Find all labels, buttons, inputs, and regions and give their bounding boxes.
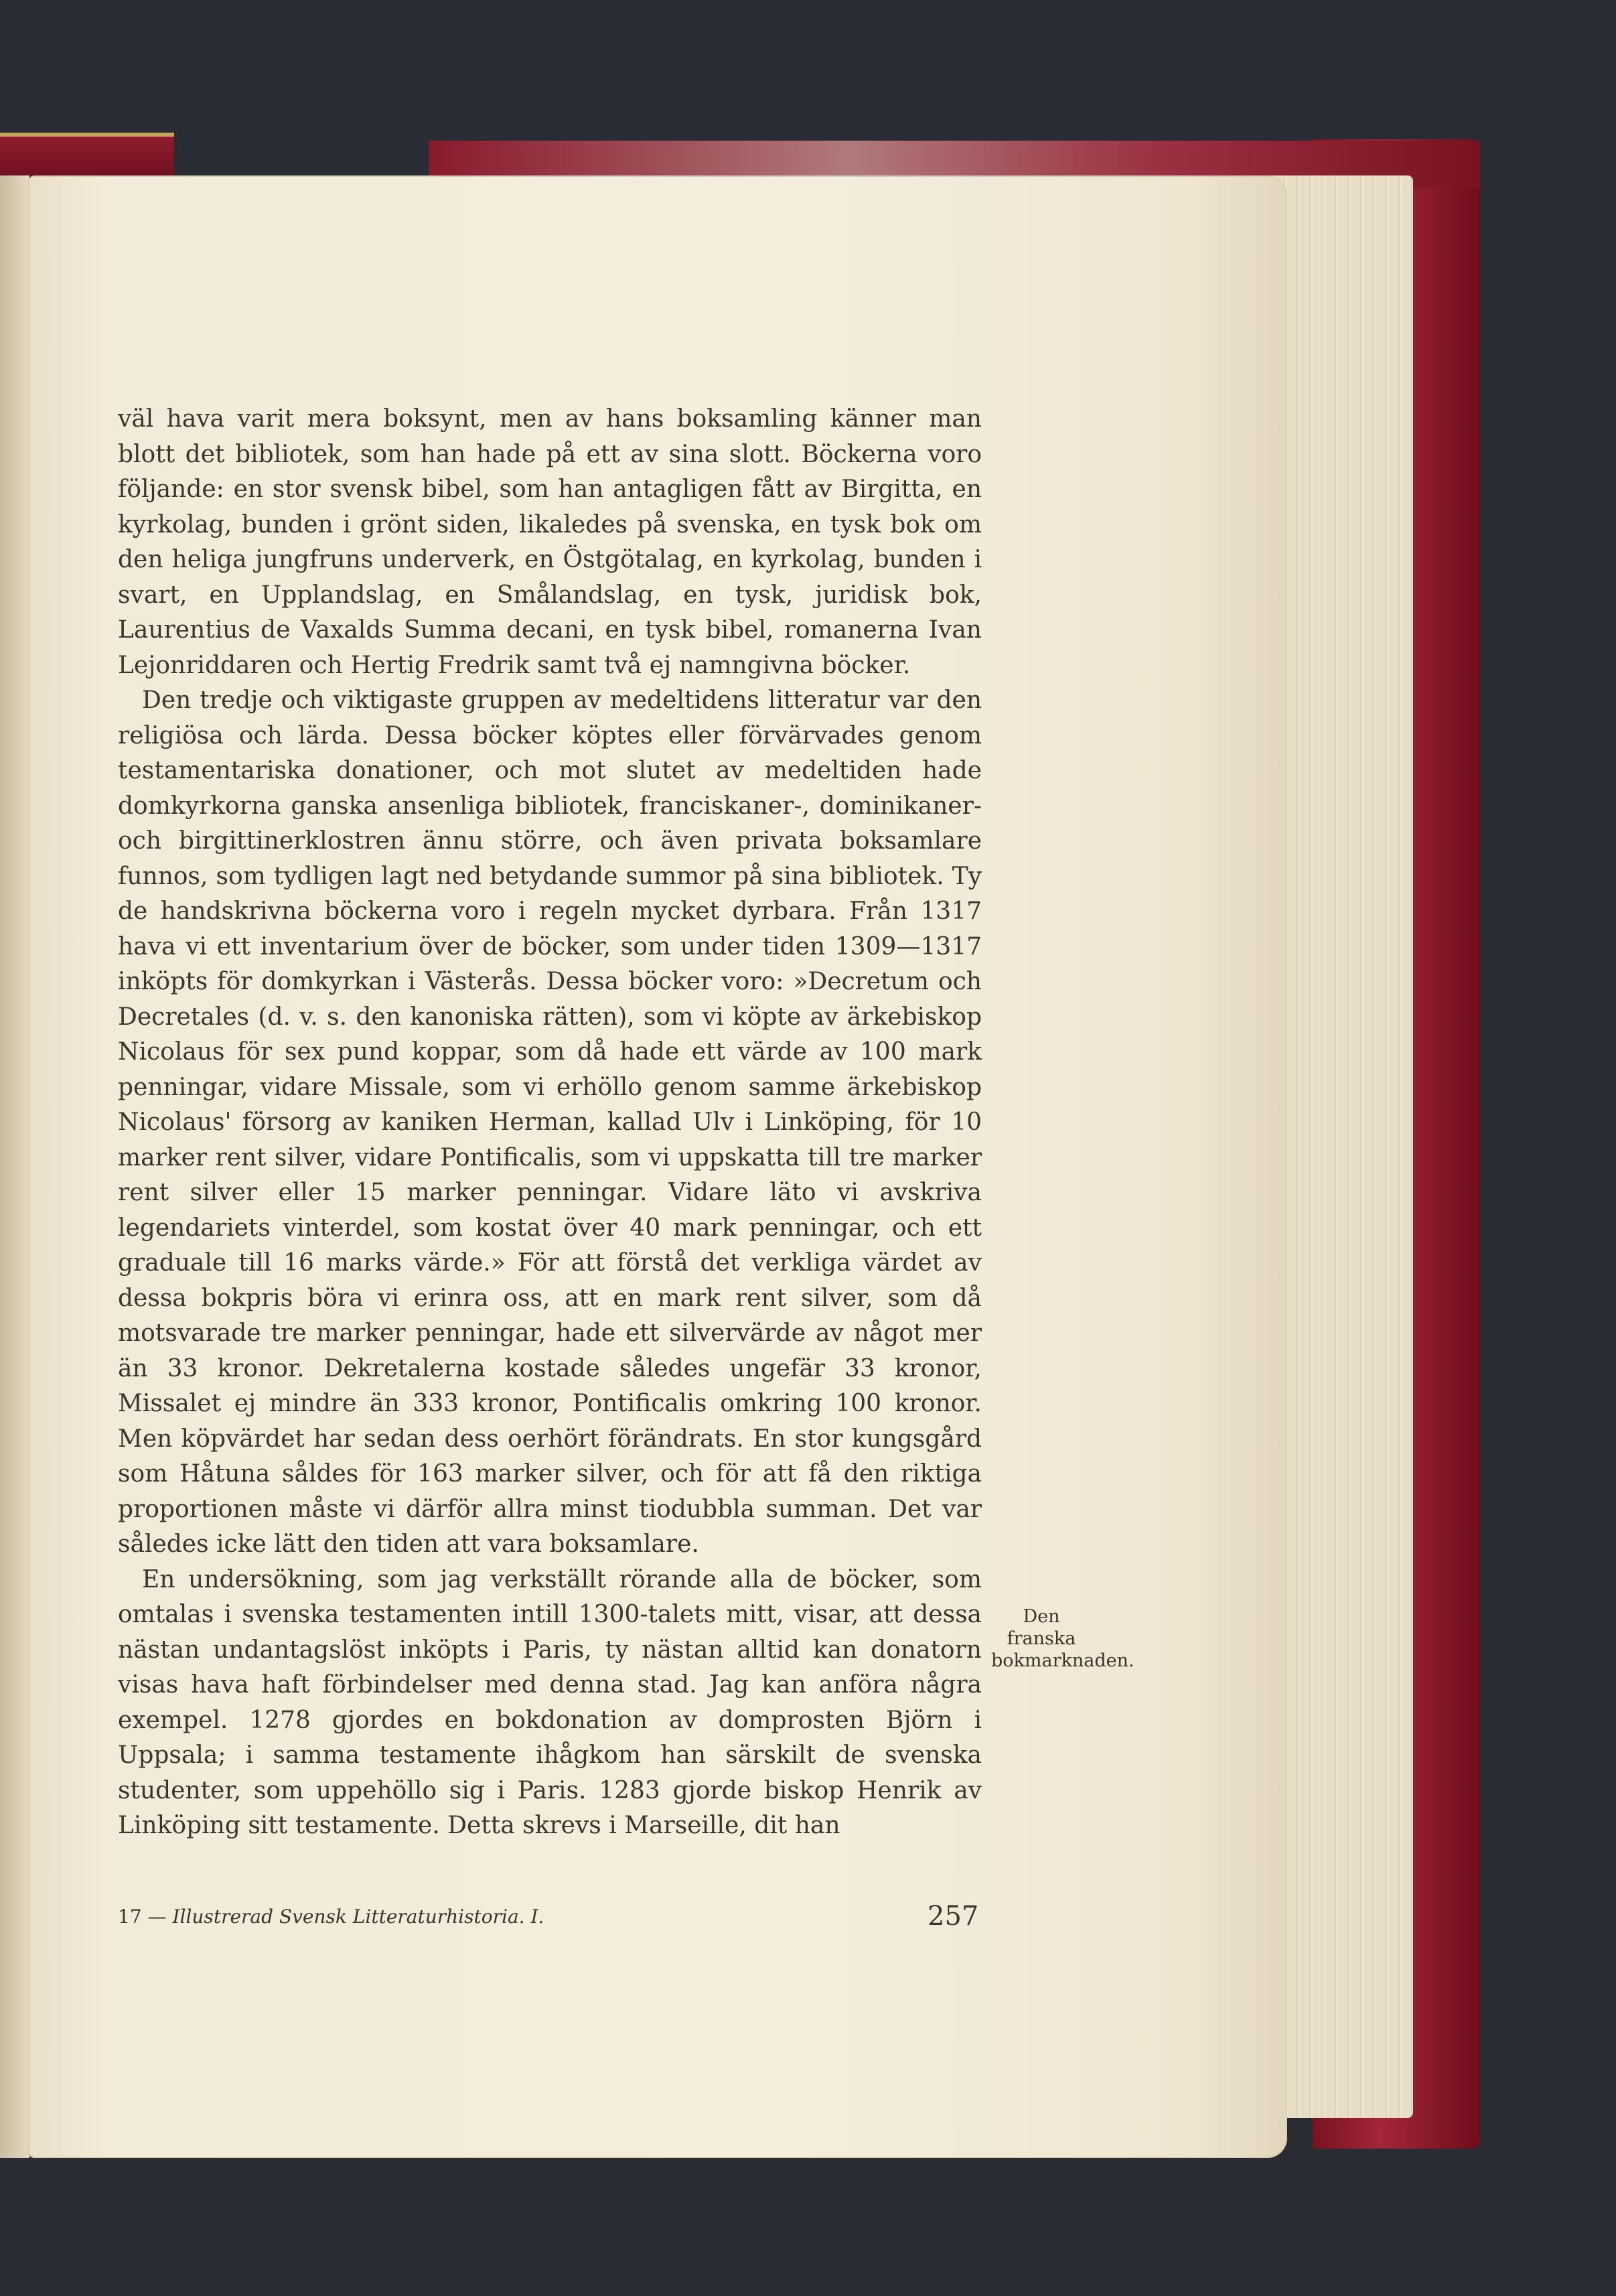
- page-number: 257: [928, 1901, 979, 1932]
- paragraph-3: En undersökning, som jag verkställt rörande alla de böcker, som omtalas i svenska testamenten intill 1300-talets mitt, visar, att dessa nästan undantagslöst inköpts i Paris, ty nästan alltid kan donatorn visas hava haft förbindelser med denna stad. Jag kan anföra några exempel. 1278 gjordes en bokdonation av domprosten Björn i Uppsala; i samma testamente ihågkom han särskilt de svenska studenter, som uppehöllo sig i Paris. 1283 gjorde biskop Henrik av Linköping sitt testamente. Detta skrevs i Marseille, dit han: [118, 1565, 982, 1839]
- body-text: [118, 402, 982, 1844]
- paragraph-2: Den tredje och viktigaste gruppen av medeltidens litteratur var den religiösa och lärda. Dessa böcker köptes eller förvärvades genom testamentariska donationer, och mot slutet av medeltiden hade domkyrkorna ganska ansenliga bibliotek, franciskaner-, dominikaner- och birgittinerklostren ännu större, och även privata boksamlare funnos, som tydligen lagt ned betydande summor på sina bibliotek. Ty de handskrivna böckerna voro i regeln mycket dyrbara. Från 1317 hava vi ett inventarium över de böcker, som under tiden 1309—1317 inköpts för domkyrkan i Västerås. Dessa böcker voro: »Decretum och Decretales (d. v. s. den kanoniska rätten), som vi köpte av ärkebiskop Nicolaus för sex pund koppar, som då hade ett värde av 100 mark penningar, vidare Missale, som vi erhöllo genom samme ärkebiskop Nicolaus' försorg av kaniken Herman, kallad Ulv i Linköping, för 10 marker rent silver, vidare Pontificalis, som vi uppskatta till tre marker rent silver eller 15 marker penningar. Vidare läto vi avskriva legendariets vinterdel, som kostat över 40 mark penningar, och ett graduale till 16 marks värde.» För att förstå det verkliga värdet av dessa bokpris böra vi erinra oss, att en mark rent silver, som då motsvarade tre marker penningar, hade ett silvervärde av något mer än 33 kronor. Dekretalerna kostade således ungefär 33 kronor, Missalet ej mindre än 333 kronor, Pontificalis omkring 100 kronor. Men köpvärdet har sedan dess oerhört förändrats. En stor kungsgård som Håtuna såldes för 163 marker silver, och för att få den riktiga proportionen måste vi därför allra minst tiodubbla summan. Det var således icke lätt den tiden att vara boksamlare.: [118, 687, 982, 1558]
- footer: [118, 1906, 544, 1928]
- marginal-note: Den franska bokmarknaden.: [991, 1606, 1134, 1671]
- footer-signature: 17: [118, 1906, 142, 1928]
- footer-title: — Illustrerad Svensk Litteraturhistoria. I.: [147, 1906, 544, 1928]
- paragraph-1: väl hava varit mera boksynt, men av hans boksamling känner man blott det bibliotek, som han hade på ett av sina slott. Böckerna voro följande: en stor svensk bibel, som han antagligen fått av Birgitta, en kyrkolag, bunden i grönt siden, likaledes på svenska, en tysk bok om den heliga jungfruns underverk, en Östgötalag, en kyrkolag, bunden i svart, en Upplandslag, en Smålandslag, en tysk, juridisk bok, Laurentius de Vaxalds Summa decani, en tysk bibel, romanerna Ivan Lejonriddaren och Hertig Fredrik samt två ej namngivna böcker.: [118, 405, 982, 679]
- left-page-edge: [0, 175, 29, 2158]
